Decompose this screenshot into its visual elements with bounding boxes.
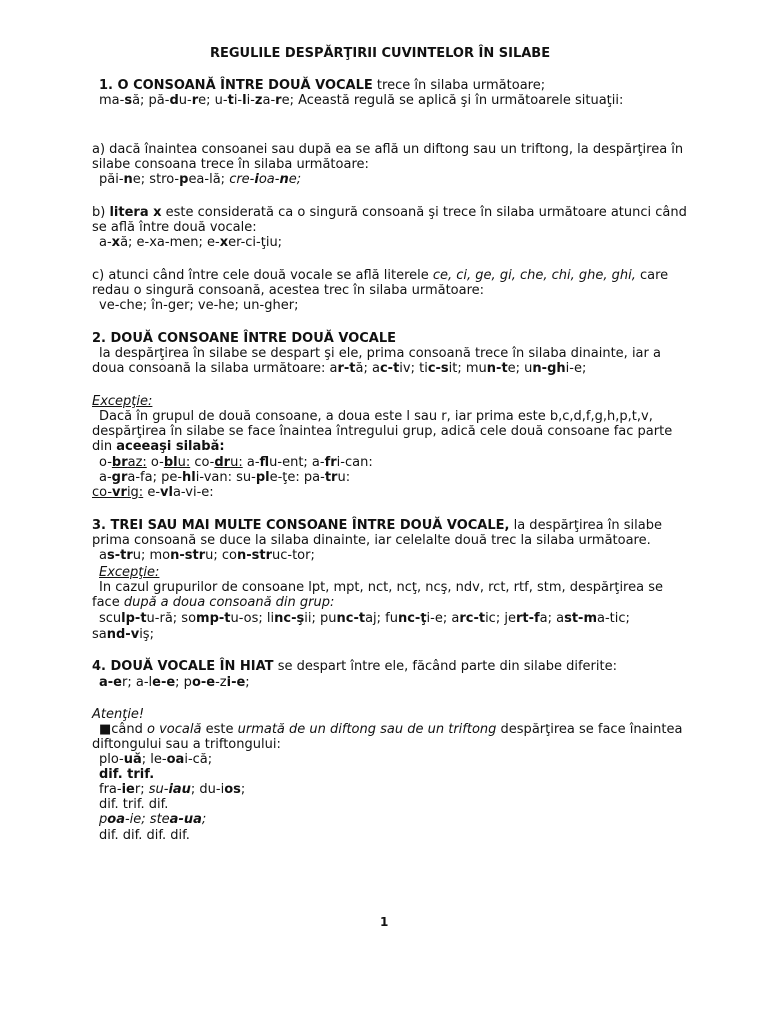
- text-segment: u:: [177, 455, 191, 470]
- text-segment: urmată de un diftong sau de un triftong: [237, 722, 497, 737]
- text-segment: este considerată ca o singură consoană şi trece în silaba următoare atunci când: [161, 205, 687, 220]
- text-segment: x: [219, 235, 229, 250]
- text-line: [92, 439, 225, 454]
- text-segment: redau o singură consoană, acestea trec în silaba următoare:: [92, 283, 485, 298]
- text-segment: 1. O CONSOANĂ ÎNTRE DOUĂ VOCALE: [99, 78, 373, 93]
- text-segment: s: [124, 93, 133, 108]
- text-segment: dr: [214, 455, 231, 470]
- text-segment: u; mo: [132, 548, 171, 563]
- text-line: [99, 812, 206, 827]
- text-segment: Atenţie!: [92, 707, 145, 722]
- text-line: [99, 565, 159, 580]
- text-segment: mp-t: [196, 611, 231, 626]
- text-line: [99, 797, 168, 812]
- text-segment: n-str: [236, 548, 272, 563]
- text-line: [92, 157, 369, 172]
- text-segment: la despărţirea în silabe se despart şi ele, prima consoană trece în silaba dinainte, iar a: [99, 346, 661, 361]
- text-line: [99, 346, 661, 361]
- text-segment: a-vi-e:: [172, 485, 214, 500]
- text-segment: ă; e-xa-men; e-: [120, 235, 220, 250]
- text-segment: e-e: [152, 675, 176, 690]
- text-segment: l: [242, 93, 247, 108]
- text-segment: i-e: [226, 675, 246, 690]
- text-segment: 4. DOUĂ VOCALE ÎN HIAT: [92, 659, 274, 674]
- text-segment: oa-: [258, 172, 280, 187]
- text-line: [99, 78, 545, 93]
- text-segment: r; a-l: [122, 675, 153, 690]
- text-segment: ie: [121, 782, 135, 797]
- text-segment: st-m: [564, 611, 597, 626]
- text-segment: ma-: [99, 93, 125, 108]
- text-segment: tr: [324, 470, 338, 485]
- text-segment: oa: [166, 752, 185, 767]
- text-segment: 3. TREI SAU MAI MULTE CONSOANE ÎNTRE DOUĂ VOCALE,: [92, 518, 510, 533]
- text-segment: i-: [246, 93, 255, 108]
- text-segment: ;: [245, 675, 250, 690]
- text-segment: litera x: [109, 205, 162, 220]
- text-segment: ;: [201, 812, 207, 827]
- text-segment: s-tr: [106, 548, 133, 563]
- text-segment: a-: [99, 235, 112, 250]
- text-segment: n: [123, 172, 133, 187]
- text-segment: care: [635, 268, 669, 283]
- text-line: [99, 722, 682, 737]
- text-segment: r;: [134, 782, 149, 797]
- text-segment: u-ent; a-: [269, 455, 325, 470]
- text-segment: ic; je: [485, 611, 516, 626]
- text-segment: despărţirea se face înaintea: [496, 722, 683, 737]
- text-segment: a) dacă înaintea consoanei sau după ea se află un diftong sau un triftong, la despărţirea în: [92, 142, 684, 157]
- text-segment: a-fa; pe-: [127, 470, 183, 485]
- text-segment: it; mu: [448, 361, 487, 376]
- text-segment: 2. DOUĂ CONSOANE ÎNTRE DOUĂ VOCALE: [92, 331, 397, 346]
- text-segment: t: [227, 93, 234, 108]
- text-segment: i-van: su-: [195, 470, 256, 485]
- text-segment: oa: [107, 812, 125, 827]
- text-segment: -ie; ste: [124, 812, 170, 827]
- text-segment: a-: [262, 93, 276, 108]
- text-segment: sa: [92, 627, 107, 642]
- text-segment: r: [191, 93, 199, 108]
- text-segment: c) atunci când între cele două vocale se află literele: [92, 268, 433, 283]
- text-segment: ve-che; în-ger; ve-he; un-gher;: [99, 298, 299, 313]
- text-segment: co-: [190, 455, 215, 470]
- text-segment: a-tic;: [597, 611, 630, 626]
- text-segment: i-că;: [184, 752, 213, 767]
- text-segment: este: [201, 722, 238, 737]
- text-segment: fra-: [99, 782, 122, 797]
- text-line: [92, 394, 152, 409]
- text-segment: er-ci-ţiu;: [228, 235, 283, 250]
- text-line: [92, 142, 683, 157]
- text-segment: u-: [178, 93, 192, 108]
- text-segment: pl: [255, 470, 270, 485]
- text-line: [92, 595, 334, 610]
- text-segment: e-: [143, 485, 161, 500]
- text-line: [99, 470, 350, 485]
- text-segment: ; du-i: [190, 782, 225, 797]
- text-segment: su-: [148, 782, 169, 797]
- text-segment: ă; pă-: [132, 93, 170, 108]
- text-line: [92, 627, 154, 642]
- text-segment: i-can:: [336, 455, 373, 470]
- text-segment: ; le-: [141, 752, 167, 767]
- text-line: [99, 611, 630, 626]
- text-segment: ;: [240, 782, 246, 797]
- text-segment: p: [99, 812, 108, 827]
- text-segment: dif. trif. dif.: [99, 797, 169, 812]
- text-segment: ; p: [175, 675, 192, 690]
- text-line: [99, 548, 315, 563]
- text-segment: u; co: [205, 548, 237, 563]
- text-segment: a-e: [99, 675, 122, 690]
- text-segment: a; a: [539, 611, 565, 626]
- text-segment: e; u-: [198, 93, 228, 108]
- text-segment: diftongului sau a triftongului:: [92, 737, 281, 752]
- text-segment: prima consoană se duce la silaba dinainte, iar celelalte două trec la silaba următoare.: [92, 533, 651, 548]
- text-line: [99, 298, 298, 313]
- text-segment: uc-tor;: [272, 548, 315, 563]
- text-segment: o vocală: [147, 722, 202, 737]
- text-segment: e-ţe: pa-: [269, 470, 325, 485]
- text-segment: a-: [242, 455, 260, 470]
- text-line: [99, 752, 212, 767]
- text-segment: r: [275, 93, 282, 108]
- text-line: [99, 782, 245, 797]
- text-segment: os: [224, 782, 241, 797]
- text-segment: i: [254, 172, 259, 187]
- text-segment: o-: [146, 455, 164, 470]
- text-segment: gr: [111, 470, 128, 485]
- text-line: [99, 455, 373, 470]
- text-segment: vl: [160, 485, 173, 500]
- text-segment: bl: [163, 455, 178, 470]
- text-segment: iau: [168, 782, 191, 797]
- text-segment: se află între două vocale:: [92, 220, 257, 235]
- text-segment: a-ua: [169, 812, 202, 827]
- text-segment: fl: [259, 455, 270, 470]
- text-segment: br: [111, 455, 128, 470]
- text-segment: e; u: [507, 361, 533, 376]
- text-segment: c-s: [427, 361, 449, 376]
- text-segment: iv; ti: [399, 361, 428, 376]
- text-segment: doua consoană la silaba următoare: a: [92, 361, 338, 376]
- text-segment: ă; a: [355, 361, 380, 376]
- text-segment: d: [169, 93, 179, 108]
- text-segment: ■când: [99, 722, 148, 737]
- text-segment: nc-ş: [274, 611, 305, 626]
- text-segment: face: [92, 595, 124, 610]
- text-segment: se despart între ele, făcând parte din silabe diferite:: [273, 659, 617, 674]
- text-segment: dif. dif. dif. dif.: [99, 828, 190, 843]
- text-line: [99, 767, 154, 782]
- text-segment: fr: [324, 455, 337, 470]
- text-segment: u:: [337, 470, 351, 485]
- text-segment: scu: [99, 611, 122, 626]
- text-line: [92, 205, 687, 220]
- text-segment: r-t: [337, 361, 356, 376]
- text-segment: la despărţirea în silabe: [509, 518, 662, 533]
- text-line: [92, 518, 662, 533]
- text-line: [92, 707, 144, 722]
- text-segment: nc-ţ: [397, 611, 427, 626]
- text-line: [92, 331, 396, 346]
- text-segment: din: [92, 439, 117, 454]
- text-segment: u-ră; so: [146, 611, 197, 626]
- text-segment: Dacă în grupul de două consoane, a doua este l sau r, iar prima este b,c,d,f,g,h,p,t,v,: [99, 409, 653, 424]
- text-line: [99, 172, 301, 187]
- text-line: [92, 424, 672, 439]
- text-segment: p: [179, 172, 189, 187]
- document-title: [210, 46, 550, 61]
- text-segment: e; Această regulă se aplică şi în următoarele situaţii:: [281, 93, 624, 108]
- text-segment: i-: [233, 93, 243, 108]
- text-segment: c-t: [379, 361, 400, 376]
- text-segment: rt-f: [515, 611, 540, 626]
- text-segment: Excepţie:: [99, 565, 160, 580]
- text-segment: a: [99, 548, 107, 563]
- text-segment: aceeaşi silabă:: [116, 439, 225, 454]
- text-segment: silabe consoana trece în silaba următoare:: [92, 157, 369, 172]
- text-segment: nd-v: [106, 627, 140, 642]
- text-segment: ce, ci, ge, gi, che, chi, ghe, ghi,: [432, 268, 636, 283]
- text-segment: n: [279, 172, 289, 187]
- text-line: [92, 268, 668, 283]
- text-line: [92, 659, 617, 674]
- text-line: [99, 409, 653, 424]
- text-segment: lp-t: [121, 611, 147, 626]
- text-line: [99, 675, 250, 690]
- text-segment: o-e: [191, 675, 216, 690]
- text-segment: e;: [288, 172, 302, 187]
- text-line: [92, 361, 586, 376]
- text-segment: x: [111, 235, 121, 250]
- text-line: [99, 235, 282, 250]
- text-segment: aj; fu: [365, 611, 398, 626]
- text-segment: nc-t: [336, 611, 366, 626]
- text-segment: e; stro-: [132, 172, 180, 187]
- text-segment: z: [254, 93, 263, 108]
- text-segment: plo-: [99, 752, 124, 767]
- text-line: [99, 580, 663, 595]
- text-line: [99, 828, 190, 843]
- text-segment: uă: [123, 752, 142, 767]
- text-segment: cre-: [229, 172, 255, 187]
- text-segment: după a doua consoană din grup:: [123, 595, 335, 610]
- text-segment: n-str: [170, 548, 206, 563]
- text-segment: trece în silaba următoare;: [372, 78, 546, 93]
- text-segment: i-e;: [565, 361, 587, 376]
- text-line: [92, 533, 651, 548]
- text-segment: rc-t: [459, 611, 486, 626]
- text-segment: REGULILE DESPĂRŢIRII CUVINTELOR ÎN SILABE: [210, 46, 551, 61]
- text-line: [92, 283, 484, 298]
- text-segment: Excepţie:: [92, 394, 153, 409]
- text-segment: -z: [215, 675, 227, 690]
- text-segment: dif. trif.: [99, 767, 155, 782]
- text-line: [92, 220, 257, 235]
- text-segment: iş;: [139, 627, 154, 642]
- text-segment: ea-lă;: [188, 172, 230, 187]
- text-line: [92, 737, 281, 752]
- text-segment: az:: [127, 455, 147, 470]
- text-segment: In cazul grupurilor de consoane lpt, mpt, nct, ncţ, ncş, ndv, rct, rtf, stm, despărţirea se: [99, 580, 663, 595]
- text-segment: hl: [182, 470, 196, 485]
- text-segment: a-: [99, 470, 112, 485]
- text-segment: păi-: [99, 172, 124, 187]
- text-line: [92, 485, 214, 500]
- text-segment: o-: [99, 455, 112, 470]
- text-segment: u-os; li: [230, 611, 275, 626]
- text-segment: b): [92, 205, 110, 220]
- text-line: [99, 93, 623, 108]
- text-segment: ii; pu: [304, 611, 337, 626]
- page-number: 1: [380, 915, 389, 929]
- text-segment: u:: [230, 455, 243, 470]
- text-segment: ig:: [126, 485, 144, 500]
- text-segment: vr: [112, 485, 127, 500]
- text-segment: n-gh: [532, 361, 566, 376]
- text-segment: n-t: [486, 361, 508, 376]
- text-segment: co-: [92, 485, 113, 500]
- text-segment: despărţirea în silabe se face înaintea întregului grup, adică cele două consoane fac parte: [92, 424, 673, 439]
- text-segment: i-e; a: [426, 611, 460, 626]
